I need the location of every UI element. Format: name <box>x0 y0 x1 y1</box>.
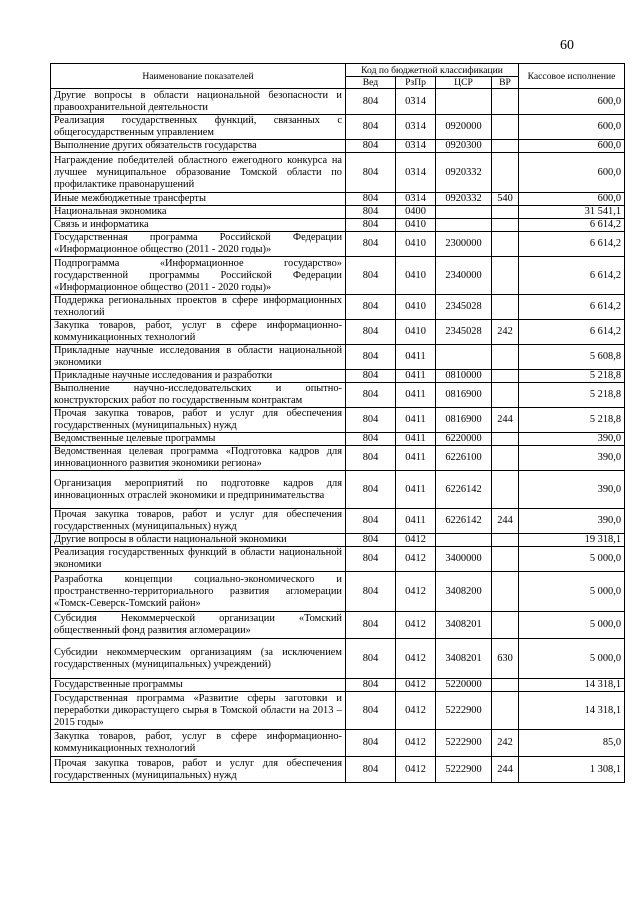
row-amount: 5 000,0 <box>519 639 625 679</box>
row-ved: 804 <box>346 547 396 572</box>
row-amount: 6 614,2 <box>519 257 625 295</box>
table-header <box>51 64 625 89</box>
row-name: Государственные программы <box>51 679 346 692</box>
row-vr <box>492 446 519 471</box>
row-amount: 5 218,8 <box>519 408 625 433</box>
row-csr: 3408200 <box>436 572 492 612</box>
row-name: Выполнение научно-исследовательских и опытно-конструкторских работ по государственным контрактам <box>51 383 346 408</box>
table-row <box>51 206 625 219</box>
row-csr: 5222900 <box>436 692 492 730</box>
table-row <box>51 572 625 612</box>
row-ved: 804 <box>346 534 396 547</box>
table-row <box>51 383 625 408</box>
row-name: Государственная программа «Развитие сферы заготовки и переработки дикорастущего сырья в Томской области на 2013 – 2015 годы» <box>51 692 346 730</box>
header-vr: ВР <box>492 77 519 89</box>
row-name: Награждение победителей областного ежегодного конкурса на лучшее муниципальное образование Томской области по профилактике правонарушений <box>51 153 346 193</box>
table-row <box>51 193 625 206</box>
row-name: Реализация государственных функций, связанных с общегосударственным управлением <box>51 115 346 140</box>
table-body <box>51 89 625 783</box>
table-row <box>51 639 625 679</box>
row-rzpr: 0412 <box>396 612 436 639</box>
row-ved: 804 <box>346 153 396 193</box>
row-csr <box>436 89 492 115</box>
row-ved: 804 <box>346 219 396 232</box>
row-rzpr: 0412 <box>396 572 436 612</box>
row-csr: 3408201 <box>436 612 492 639</box>
row-rzpr: 0314 <box>396 140 436 153</box>
row-rzpr: 0410 <box>396 295 436 320</box>
row-amount: 1 308,1 <box>519 757 625 783</box>
header-rzpr: РзПр <box>396 77 436 89</box>
row-ved: 804 <box>346 320 396 345</box>
row-csr: 0920000 <box>436 115 492 140</box>
page-number: 60 <box>560 38 574 53</box>
row-vr <box>492 345 519 370</box>
table-row <box>51 370 625 383</box>
row-ved: 804 <box>346 471 396 509</box>
row-ved: 804 <box>346 232 396 257</box>
row-amount: 5 000,0 <box>519 547 625 572</box>
row-name: Подпрограмма «Информационное государство» государственной программы Российской Федерации «Информационное общество (2011 - 2020 годы)» <box>51 257 346 295</box>
row-ved: 804 <box>346 383 396 408</box>
row-amount: 5 218,8 <box>519 370 625 383</box>
row-rzpr: 0410 <box>396 320 436 345</box>
row-csr: 0920332 <box>436 193 492 206</box>
row-amount: 5 000,0 <box>519 612 625 639</box>
row-csr: 0920300 <box>436 140 492 153</box>
row-csr <box>436 206 492 219</box>
row-vr <box>492 547 519 572</box>
row-ved: 804 <box>346 89 396 115</box>
row-vr <box>492 471 519 509</box>
row-csr: 2345028 <box>436 295 492 320</box>
row-rzpr: 0411 <box>396 408 436 433</box>
row-amount: 390,0 <box>519 509 625 534</box>
row-name: Прикладные научные исследования и разработки <box>51 370 346 383</box>
row-ved: 804 <box>346 193 396 206</box>
row-ved: 804 <box>346 509 396 534</box>
row-name: Организация мероприятий по подготовке кадров для инновационных отраслей экономики и предпринимательства <box>51 471 346 509</box>
row-amount: 5 608,8 <box>519 345 625 370</box>
row-vr <box>492 370 519 383</box>
row-vr: 244 <box>492 757 519 783</box>
row-csr: 2340000 <box>436 257 492 295</box>
row-csr: 6226142 <box>436 471 492 509</box>
table-row <box>51 115 625 140</box>
row-csr: 5222900 <box>436 730 492 757</box>
row-csr: 2345028 <box>436 320 492 345</box>
row-vr <box>492 433 519 446</box>
row-rzpr: 0411 <box>396 509 436 534</box>
row-amount: 600,0 <box>519 89 625 115</box>
row-csr: 6226100 <box>436 446 492 471</box>
row-vr <box>492 89 519 115</box>
row-amount: 6 614,2 <box>519 232 625 257</box>
row-csr: 5220000 <box>436 679 492 692</box>
row-ved: 804 <box>346 612 396 639</box>
table-row <box>51 320 625 345</box>
row-rzpr: 0411 <box>396 345 436 370</box>
row-csr: 0810000 <box>436 370 492 383</box>
row-name: Связь и информатика <box>51 219 346 232</box>
header-csr: ЦСР <box>436 77 492 89</box>
row-rzpr: 0410 <box>396 219 436 232</box>
row-ved: 804 <box>346 345 396 370</box>
row-ved: 804 <box>346 433 396 446</box>
budget-table <box>50 63 625 783</box>
row-rzpr: 0412 <box>396 692 436 730</box>
row-rzpr: 0411 <box>396 471 436 509</box>
row-name: Ведомственная целевая программа «Подготовка кадров для инновационного развития экономики региона» <box>51 446 346 471</box>
table-row <box>51 295 625 320</box>
table-row <box>51 408 625 433</box>
row-ved: 804 <box>346 572 396 612</box>
table-row <box>51 757 625 783</box>
row-ved: 804 <box>346 115 396 140</box>
row-amount: 6 614,2 <box>519 219 625 232</box>
row-rzpr: 0410 <box>396 232 436 257</box>
row-name: Субсидия Некоммерческой организации «Томский общественный фонд развития агломерации» <box>51 612 346 639</box>
row-rzpr: 0411 <box>396 446 436 471</box>
header-ved: Вед <box>346 77 396 89</box>
row-csr: 0920332 <box>436 153 492 193</box>
row-ved: 804 <box>346 757 396 783</box>
table-row <box>51 612 625 639</box>
table-row <box>51 547 625 572</box>
row-amount: 6 614,2 <box>519 320 625 345</box>
row-amount: 5 000,0 <box>519 572 625 612</box>
table-row <box>51 219 625 232</box>
row-vr <box>492 692 519 730</box>
row-csr <box>436 345 492 370</box>
row-ved: 804 <box>346 206 396 219</box>
row-ved: 804 <box>346 639 396 679</box>
row-amount: 6 614,2 <box>519 295 625 320</box>
row-amount: 14 318,1 <box>519 679 625 692</box>
row-ved: 804 <box>346 679 396 692</box>
row-name: Разработка концепции социально-экономического и пространственно-территориального развития агломерации «Томск-Северск-Томский район» <box>51 572 346 612</box>
row-name: Поддержка региональных проектов в сфере информационных технологий <box>51 295 346 320</box>
table-row <box>51 471 625 509</box>
row-amount: 600,0 <box>519 153 625 193</box>
row-rzpr: 0412 <box>396 534 436 547</box>
row-amount: 390,0 <box>519 446 625 471</box>
row-name: Закупка товаров, работ, услуг в сфере информационно-коммуникационных технологий <box>51 730 346 757</box>
row-name: Прочая закупка товаров, работ и услуг для обеспечения государственных (муниципальных) нужд <box>51 757 346 783</box>
row-rzpr: 0412 <box>396 547 436 572</box>
row-name: Субсидии некоммерческим организациям (за исключением государственных (муниципальных) учреждений) <box>51 639 346 679</box>
row-vr <box>492 612 519 639</box>
table-row <box>51 89 625 115</box>
row-vr <box>492 206 519 219</box>
row-ved: 804 <box>346 730 396 757</box>
row-name: Другие вопросы в области национальной безопасности и правоохранительной деятельности <box>51 89 346 115</box>
row-name: Прочая закупка товаров, работ и услуг для обеспечения государственных (муниципальных) нужд <box>51 408 346 433</box>
table-row <box>51 153 625 193</box>
table-row <box>51 232 625 257</box>
row-vr <box>492 232 519 257</box>
header-amount: Кассовое исполнение <box>519 64 625 89</box>
row-vr: 242 <box>492 730 519 757</box>
row-amount: 600,0 <box>519 115 625 140</box>
row-csr: 0816900 <box>436 383 492 408</box>
row-csr: 3408201 <box>436 639 492 679</box>
table-row <box>51 446 625 471</box>
row-csr: 0816900 <box>436 408 492 433</box>
row-rzpr: 0411 <box>396 383 436 408</box>
row-vr <box>492 295 519 320</box>
row-amount: 390,0 <box>519 471 625 509</box>
row-vr <box>492 572 519 612</box>
row-csr: 5222900 <box>436 757 492 783</box>
row-vr: 244 <box>492 509 519 534</box>
row-vr <box>492 679 519 692</box>
row-name: Прочая закупка товаров, работ и услуг для обеспечения государственных (муниципальных) нужд <box>51 509 346 534</box>
row-vr <box>492 219 519 232</box>
row-vr: 630 <box>492 639 519 679</box>
row-ved: 804 <box>346 257 396 295</box>
row-vr <box>492 115 519 140</box>
row-rzpr: 0412 <box>396 679 436 692</box>
row-vr: 244 <box>492 408 519 433</box>
row-name: Государственная программа Российской Федерации «Информационное общество (2011 - 2020 годы)» <box>51 232 346 257</box>
row-rzpr: 0314 <box>396 153 436 193</box>
row-amount: 5 218,8 <box>519 383 625 408</box>
table-row <box>51 345 625 370</box>
table-row <box>51 140 625 153</box>
row-amount: 19 318,1 <box>519 534 625 547</box>
row-amount: 600,0 <box>519 193 625 206</box>
row-vr: 242 <box>492 320 519 345</box>
row-csr: 6220000 <box>436 433 492 446</box>
row-rzpr: 0314 <box>396 115 436 140</box>
row-amount: 14 318,1 <box>519 692 625 730</box>
row-amount: 85,0 <box>519 730 625 757</box>
row-ved: 804 <box>346 295 396 320</box>
header-code-group: Код по бюджетной классификации <box>346 64 519 77</box>
row-csr <box>436 534 492 547</box>
row-vr <box>492 383 519 408</box>
row-vr <box>492 257 519 295</box>
table-row <box>51 679 625 692</box>
table-row <box>51 730 625 757</box>
header-name: Наименование показателей <box>51 64 346 89</box>
row-name: Иные межбюджетные трансферты <box>51 193 346 206</box>
row-rzpr: 0412 <box>396 639 436 679</box>
row-ved: 804 <box>346 408 396 433</box>
row-rzpr: 0400 <box>396 206 436 219</box>
row-name: Ведомственные целевые программы <box>51 433 346 446</box>
row-amount: 600,0 <box>519 140 625 153</box>
row-name: Закупка товаров, работ, услуг в сфере информационно-коммуникационных технологий <box>51 320 346 345</box>
row-vr <box>492 153 519 193</box>
row-csr <box>436 219 492 232</box>
row-name: Прикладные научные исследования в области национальной экономики <box>51 345 346 370</box>
row-rzpr: 0411 <box>396 433 436 446</box>
row-rzpr: 0412 <box>396 757 436 783</box>
row-ved: 804 <box>346 692 396 730</box>
row-rzpr: 0412 <box>396 730 436 757</box>
row-ved: 804 <box>346 446 396 471</box>
row-csr: 6226142 <box>436 509 492 534</box>
row-rzpr: 0314 <box>396 193 436 206</box>
row-name: Выполнение других обязательств государства <box>51 140 346 153</box>
row-ved: 804 <box>346 370 396 383</box>
row-rzpr: 0411 <box>396 370 436 383</box>
row-vr: 540 <box>492 193 519 206</box>
row-amount: 31 541,1 <box>519 206 625 219</box>
table-row <box>51 433 625 446</box>
row-ved: 804 <box>346 140 396 153</box>
table-row <box>51 509 625 534</box>
row-name: Другие вопросы в области национальной экономики <box>51 534 346 547</box>
table-row <box>51 534 625 547</box>
table-row <box>51 692 625 730</box>
row-vr <box>492 534 519 547</box>
row-name: Национальная экономика <box>51 206 346 219</box>
table-row <box>51 257 625 295</box>
row-rzpr: 0314 <box>396 89 436 115</box>
row-csr: 3400000 <box>436 547 492 572</box>
row-csr: 2300000 <box>436 232 492 257</box>
row-rzpr: 0410 <box>396 257 436 295</box>
row-vr <box>492 140 519 153</box>
row-name: Реализация государственных функций в области национальной экономики <box>51 547 346 572</box>
row-amount: 390,0 <box>519 433 625 446</box>
